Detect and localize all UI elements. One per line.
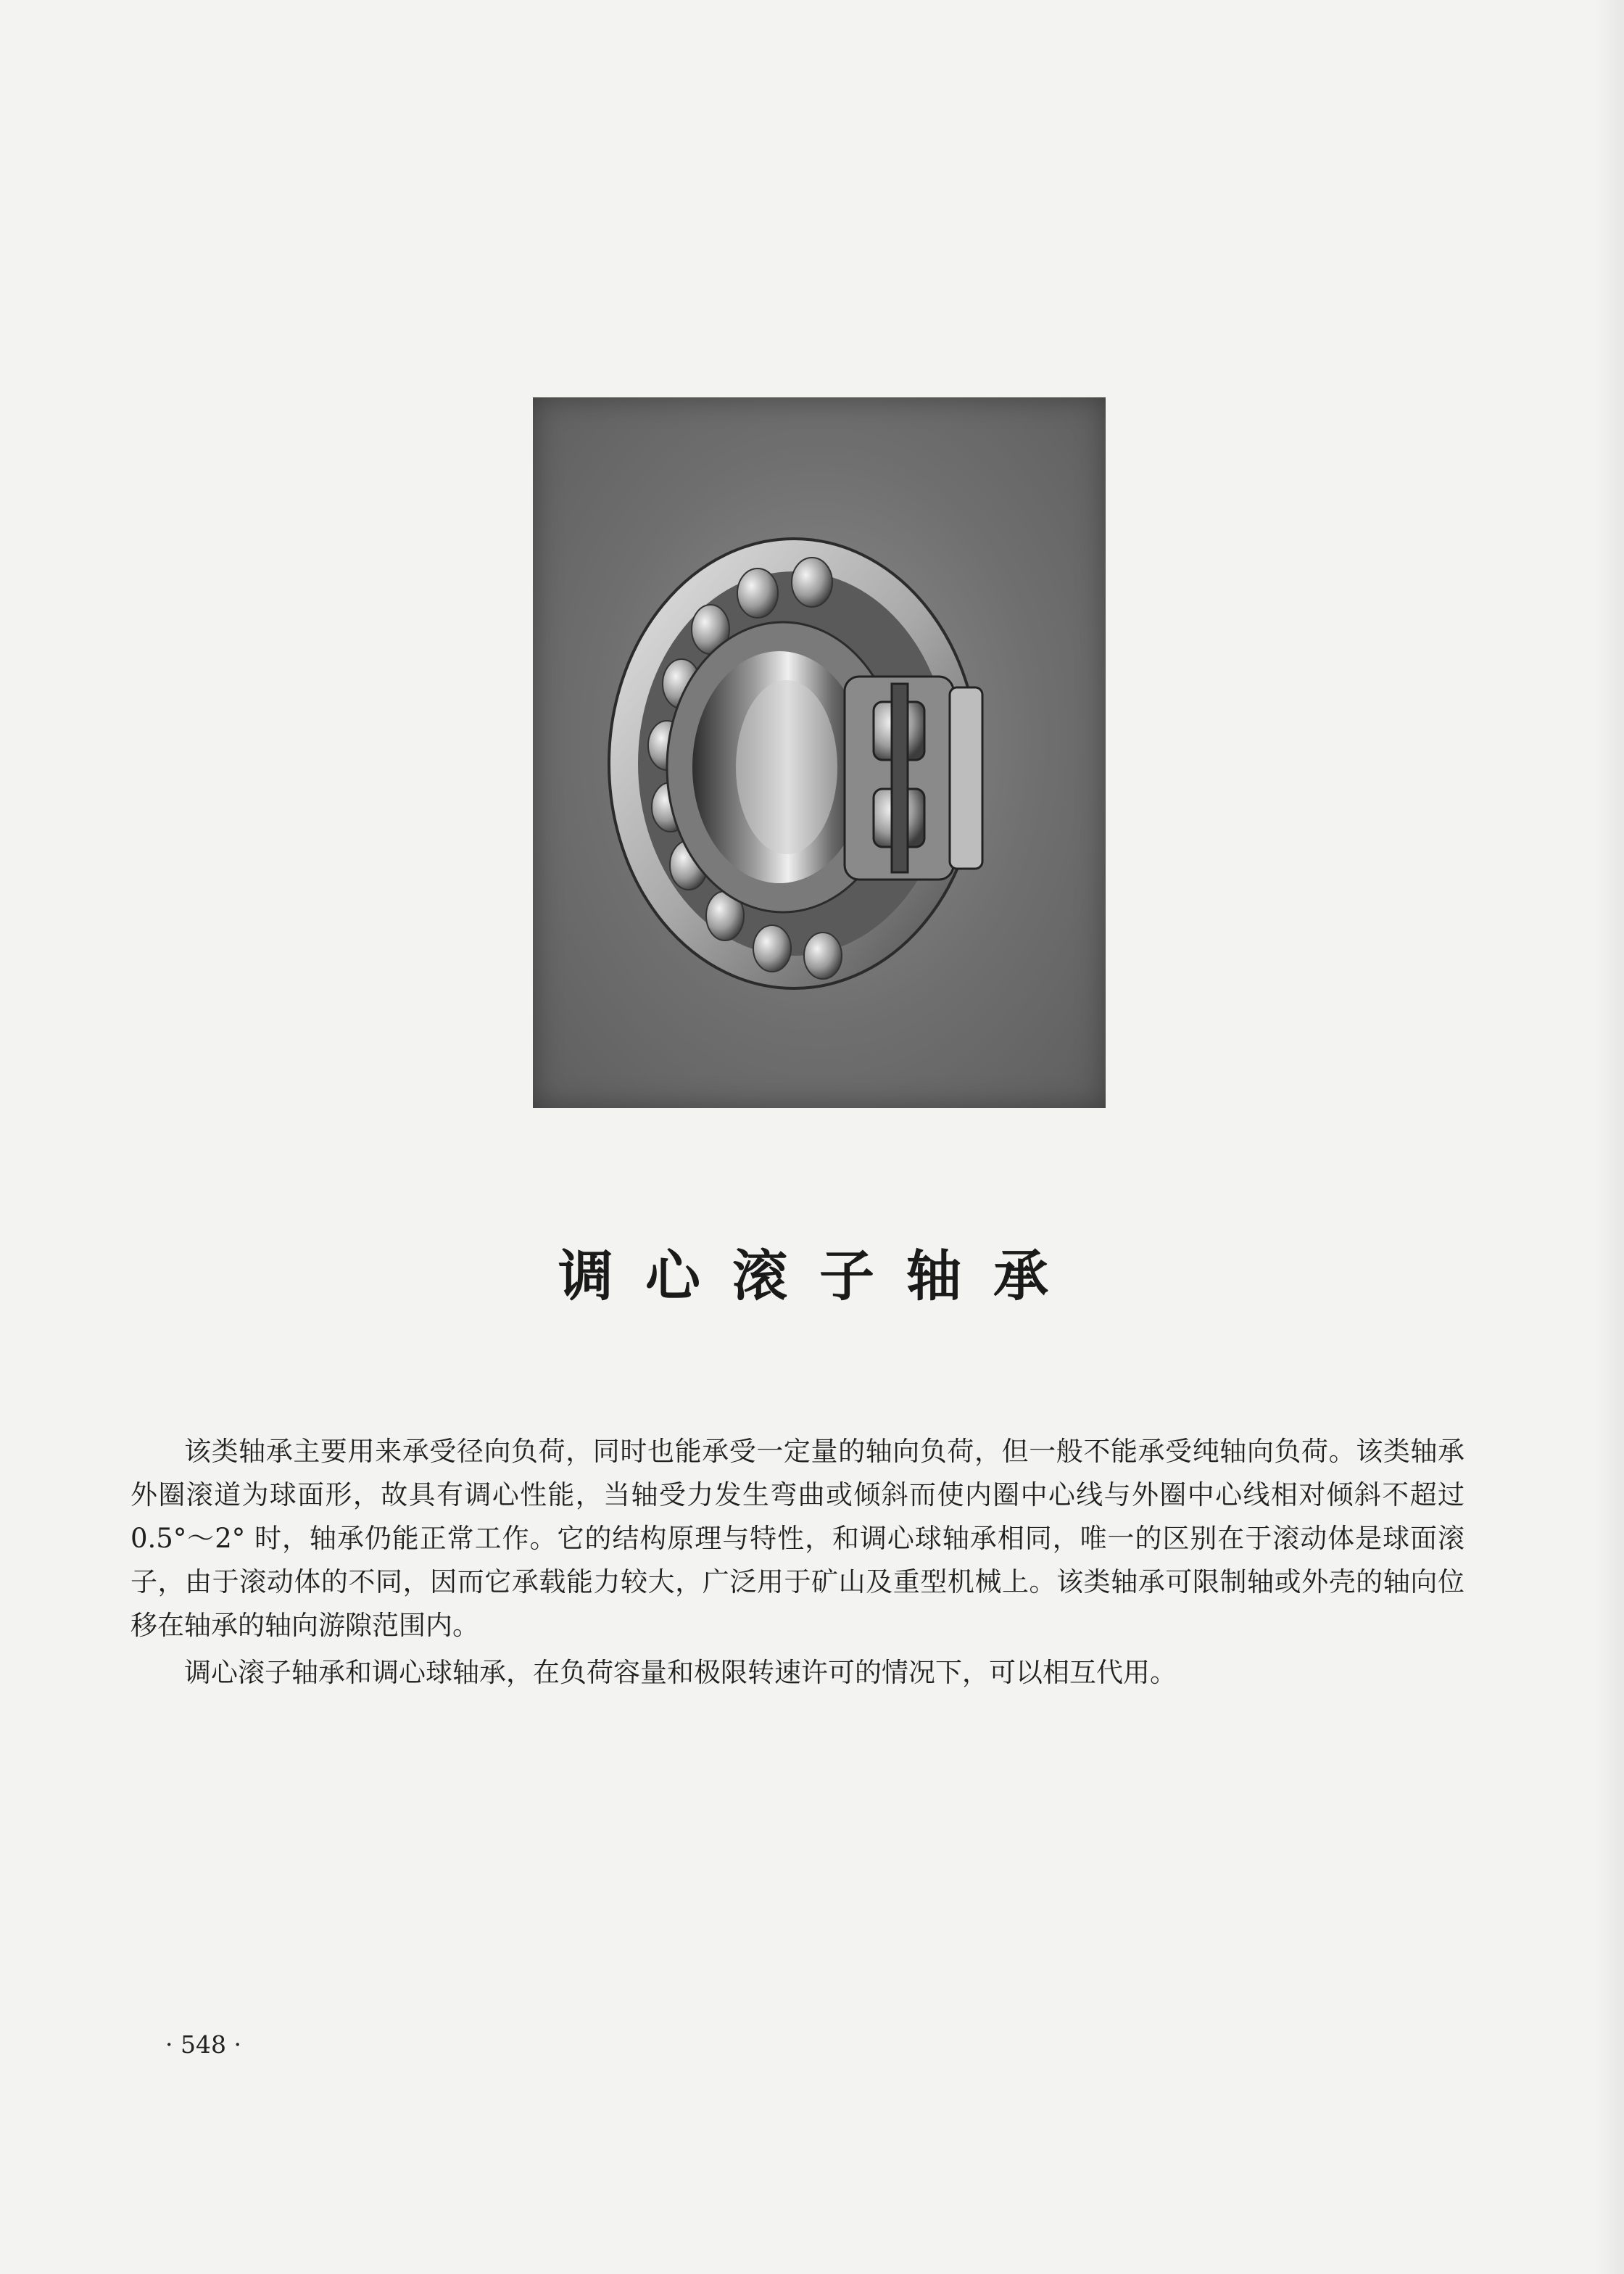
cutaway-section (845, 677, 982, 880)
section-title: 调心滚子轴承 (558, 1244, 1080, 1308)
body-paragraph-2: 调心滚子轴承和调心球轴承，在负荷容量和极限转速许可的情况下，可以相互代用。 (184, 1657, 1177, 1688)
body-paragraph-1: 该类轴承主要用来承受径向负荷，同时也能承受一定量的轴向负荷，但一般不能承受纯轴向负荷。该类轴承外圈滚道为球面形，故具有调心性能，当轴受力发生弯曲或倾斜而使内圈中心线与外圈中心线相对倾斜不超过 0.5°～2° 时，轴承仍能正常工作。它的结构原理与特性，和调心球轴承相同，唯一的区别在于滚动体是球面滚子，由于滚动体的不同，因而它承载能力较大，广泛用于矿山及重型机械上。该类轴承可限制轴或外壳的轴向位移在轴承的轴向游隙范围内。 (130, 1436, 1464, 1641)
scan-shadow (1595, 0, 1624, 2274)
bearing-illustration (533, 397, 1106, 1108)
bearing-photo (533, 397, 1106, 1108)
page-number: · 548 · (165, 2030, 241, 2059)
